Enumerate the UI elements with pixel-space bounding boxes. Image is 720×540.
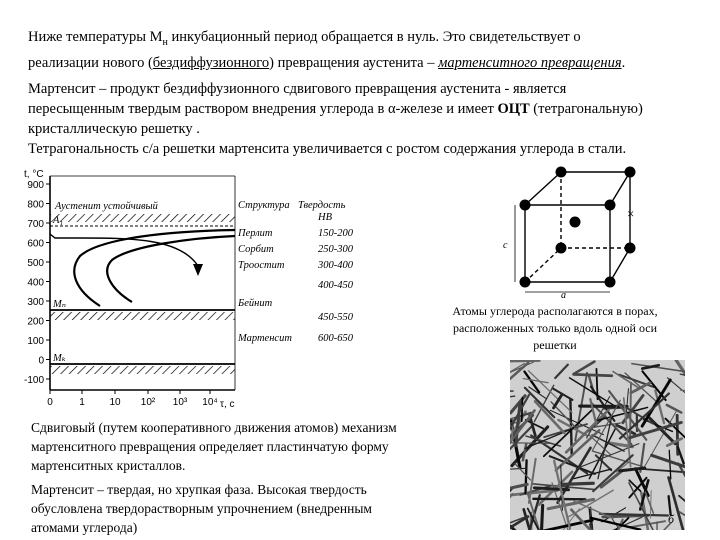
martensite-line-1: Мартенсит – продукт бездиффузионного сдвигового превращения аустенита - является [28, 81, 567, 97]
x-tick-label: 10 [109, 397, 121, 408]
x-axis-unit: τ, с [220, 399, 235, 410]
intro-line-2: реализации нового (бездиффузионного) превращения аустенита – мартенситного превращения. [28, 54, 626, 71]
x-tick-label: 10³ [172, 397, 188, 408]
y-tick-label: -100 [23, 375, 44, 386]
structure-hardness: 300-400 [318, 260, 353, 271]
x-tick-label: 1 [79, 397, 85, 408]
intro-line-1: Ниже температуры $M_н$ инкубационный период обращается в нуль. Это свидетельствует о [28, 29, 581, 48]
martensite-micrograph [510, 360, 685, 530]
structure-name: Троостит [238, 260, 285, 271]
caption-line-2: расположенных только вдоль одной оси [452, 321, 657, 335]
a-axis-label: a [561, 290, 566, 300]
shear-line-3: мартенситных кристаллов. [31, 458, 186, 473]
structure-table [237, 228, 354, 344]
shear-line-1: Сдвиговый (путем кооперативного движения атомов) механизм [31, 420, 397, 435]
lattice-edges [515, 172, 630, 292]
structure-hardness: 400-450 [318, 280, 353, 291]
x-tick-label: 10² [140, 397, 156, 408]
y-tick-label: 100 [27, 336, 44, 347]
martensite-paragraph [28, 79, 718, 159]
hardness-column-header: Твердость [298, 200, 346, 211]
hatch-a1 [50, 214, 235, 222]
hardness-line-1: Мартенсит – твердая, но хрупкая фаза. Высокая твердость [31, 482, 367, 497]
hardness-line-3: атомами углерода) [31, 520, 138, 535]
y-tick-label: 600 [27, 238, 44, 250]
caption-line-3: решетки [533, 338, 577, 352]
cooling-curve [50, 234, 198, 266]
y-tick-label: 500 [27, 258, 44, 269]
caption-line-1: Атомы углерода располагаются в порах, [452, 304, 658, 318]
start-c-curve [74, 230, 235, 306]
lattice-diagram [495, 160, 665, 300]
structure-hardness: 250-300 [318, 244, 353, 255]
carbon-atom-marker: × [627, 206, 635, 221]
structure-name: Перлит [238, 228, 273, 239]
structure-column-header: Структура [238, 200, 290, 211]
shear-paragraph [31, 418, 491, 475]
y-tick-label: 900 [27, 180, 44, 191]
x-tick-label: 0 [47, 397, 53, 408]
x-tick-label: 10⁴ [202, 397, 218, 408]
structure-hardness: 600-650 [318, 333, 353, 344]
y-tick-label: 700 [27, 219, 44, 230]
hardness-line-2: обусловлена твердорастворным упрочнением (внедренным [31, 501, 372, 516]
y-tick-label: 0 [38, 355, 44, 367]
stable-austenite-label: Аустенит устойчивый [55, 201, 158, 212]
hatch-mk [50, 366, 235, 374]
y-axis-ticks [24, 180, 50, 386]
martensite-line-4: Тетрагональность с/а решетки мартенсита увеличивается с ростом содержания углерода в стали. [28, 141, 627, 157]
intro-paragraph [28, 27, 708, 73]
y-tick-label: 200 [27, 316, 44, 328]
hatch-mn [50, 312, 235, 320]
y-axis-unit: t, °C [24, 169, 44, 180]
structure-name: Мартенсит [238, 333, 292, 344]
martensite-line-2: пересыщенным твердым раствором внедрения углерода в α-железе и имеет ОЦТ (тетрагональную) [28, 101, 643, 117]
mk-label: Mₖ [53, 353, 66, 364]
c-axis-label: c [503, 240, 508, 251]
shear-line-2: мартенситного превращения определяет пластинчатую форму [31, 439, 389, 454]
arrow-icon [193, 264, 203, 276]
lattice-caption [424, 303, 686, 354]
structure-hardness: 150-200 [318, 228, 353, 239]
structure-name: Бейнит [238, 298, 273, 309]
hb-column-header: HB [318, 212, 332, 223]
y-tick-label: 800 [27, 199, 44, 211]
ttt-diagram [20, 168, 360, 413]
martensite-line-3: кристаллическую решетку . [28, 121, 200, 137]
hardness-paragraph [31, 480, 491, 537]
micrograph-label: б [668, 512, 675, 526]
structure-hardness: 450-550 [318, 312, 353, 323]
y-tick-label: 300 [27, 297, 44, 308]
y-tick-label: 400 [27, 277, 44, 289]
x-axis-ticks [47, 390, 217, 408]
structure-name: Сорбит [238, 244, 274, 255]
mn-label: Mₙ [53, 299, 67, 310]
